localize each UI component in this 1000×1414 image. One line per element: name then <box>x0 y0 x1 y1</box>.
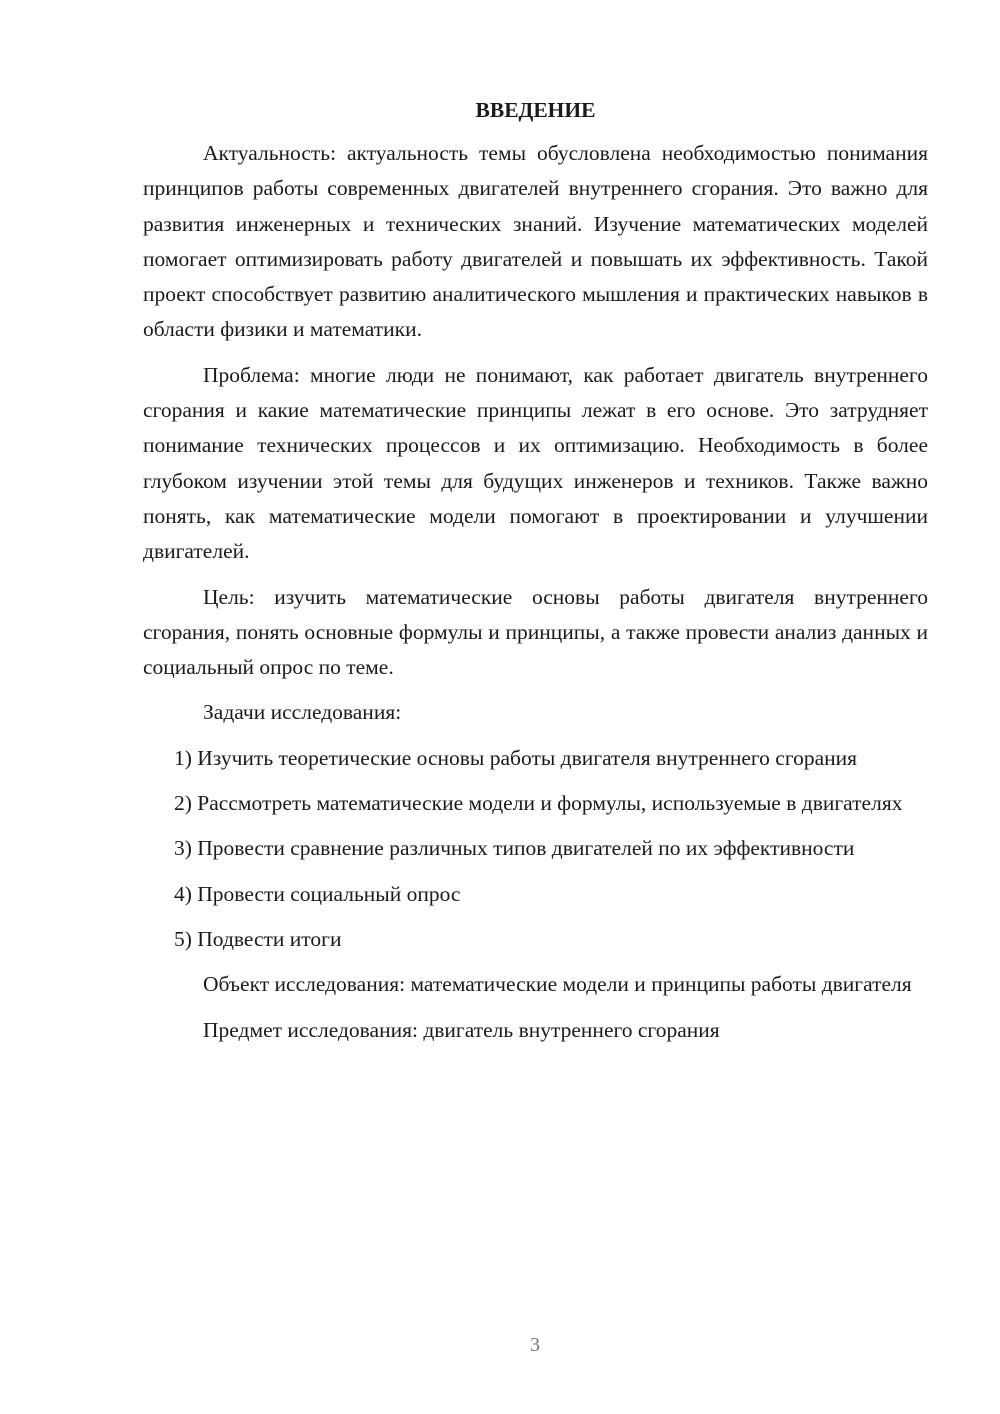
relevance-paragraph: Актуальность: актуальность темы обусловлена необходимостью понимания принципов работы современных двигателей внутреннего сгорания. Это важно для развития инженерных и технических знаний. Изучение математических моделей помогает оптимизировать работу двигателей и повышать их эффективность. Такой проект способствует развитию аналитического мышления и практических навыков в области физики и математики. <box>143 141 928 342</box>
task-item-4: 4) Провести социальный опрос <box>174 881 461 906</box>
tasks-heading: Задачи исследования: <box>203 700 402 725</box>
document-page <box>143 93 928 1058</box>
page-number: 3 <box>530 1334 540 1356</box>
subject-paragraph: Предмет исследования: двигатель внутреннего сгорания <box>203 1017 720 1042</box>
task-item-1: 1) Изучить теоретические основы работы двигателя внутреннего сгорания <box>174 745 858 770</box>
goal-paragraph: Цель: изучить математические основы работы двигателя внутреннего сгорания, понять основные формулы и принципы, а также провести анализ данных и социальный опрос по теме. <box>143 584 928 680</box>
object-paragraph: Объект исследования: математические модели и принципы работы двигателя <box>203 972 912 997</box>
task-item-3: 3) Провести сравнение различных типов двигателей по их эффективности <box>174 836 855 861</box>
page-title: ВВЕДЕНИЕ <box>475 98 596 122</box>
problem-paragraph: Проблема: многие люди не понимают, как работает двигатель внутреннего сгорания и какие математические принципы лежат в его основе. Это затрудняет понимание технических процессов и их оптимизацию. Необходимость в более глубоком изучении этой темы для будущих инженеров и техников. Также важно понять, как математические модели помогают в проектировании и улучшении двигателей. <box>143 362 928 564</box>
task-item-2: 2) Рассмотреть математические модели и формулы, используемые в двигателях <box>174 791 903 816</box>
task-item-5: 5) Подвести итоги <box>174 926 342 951</box>
